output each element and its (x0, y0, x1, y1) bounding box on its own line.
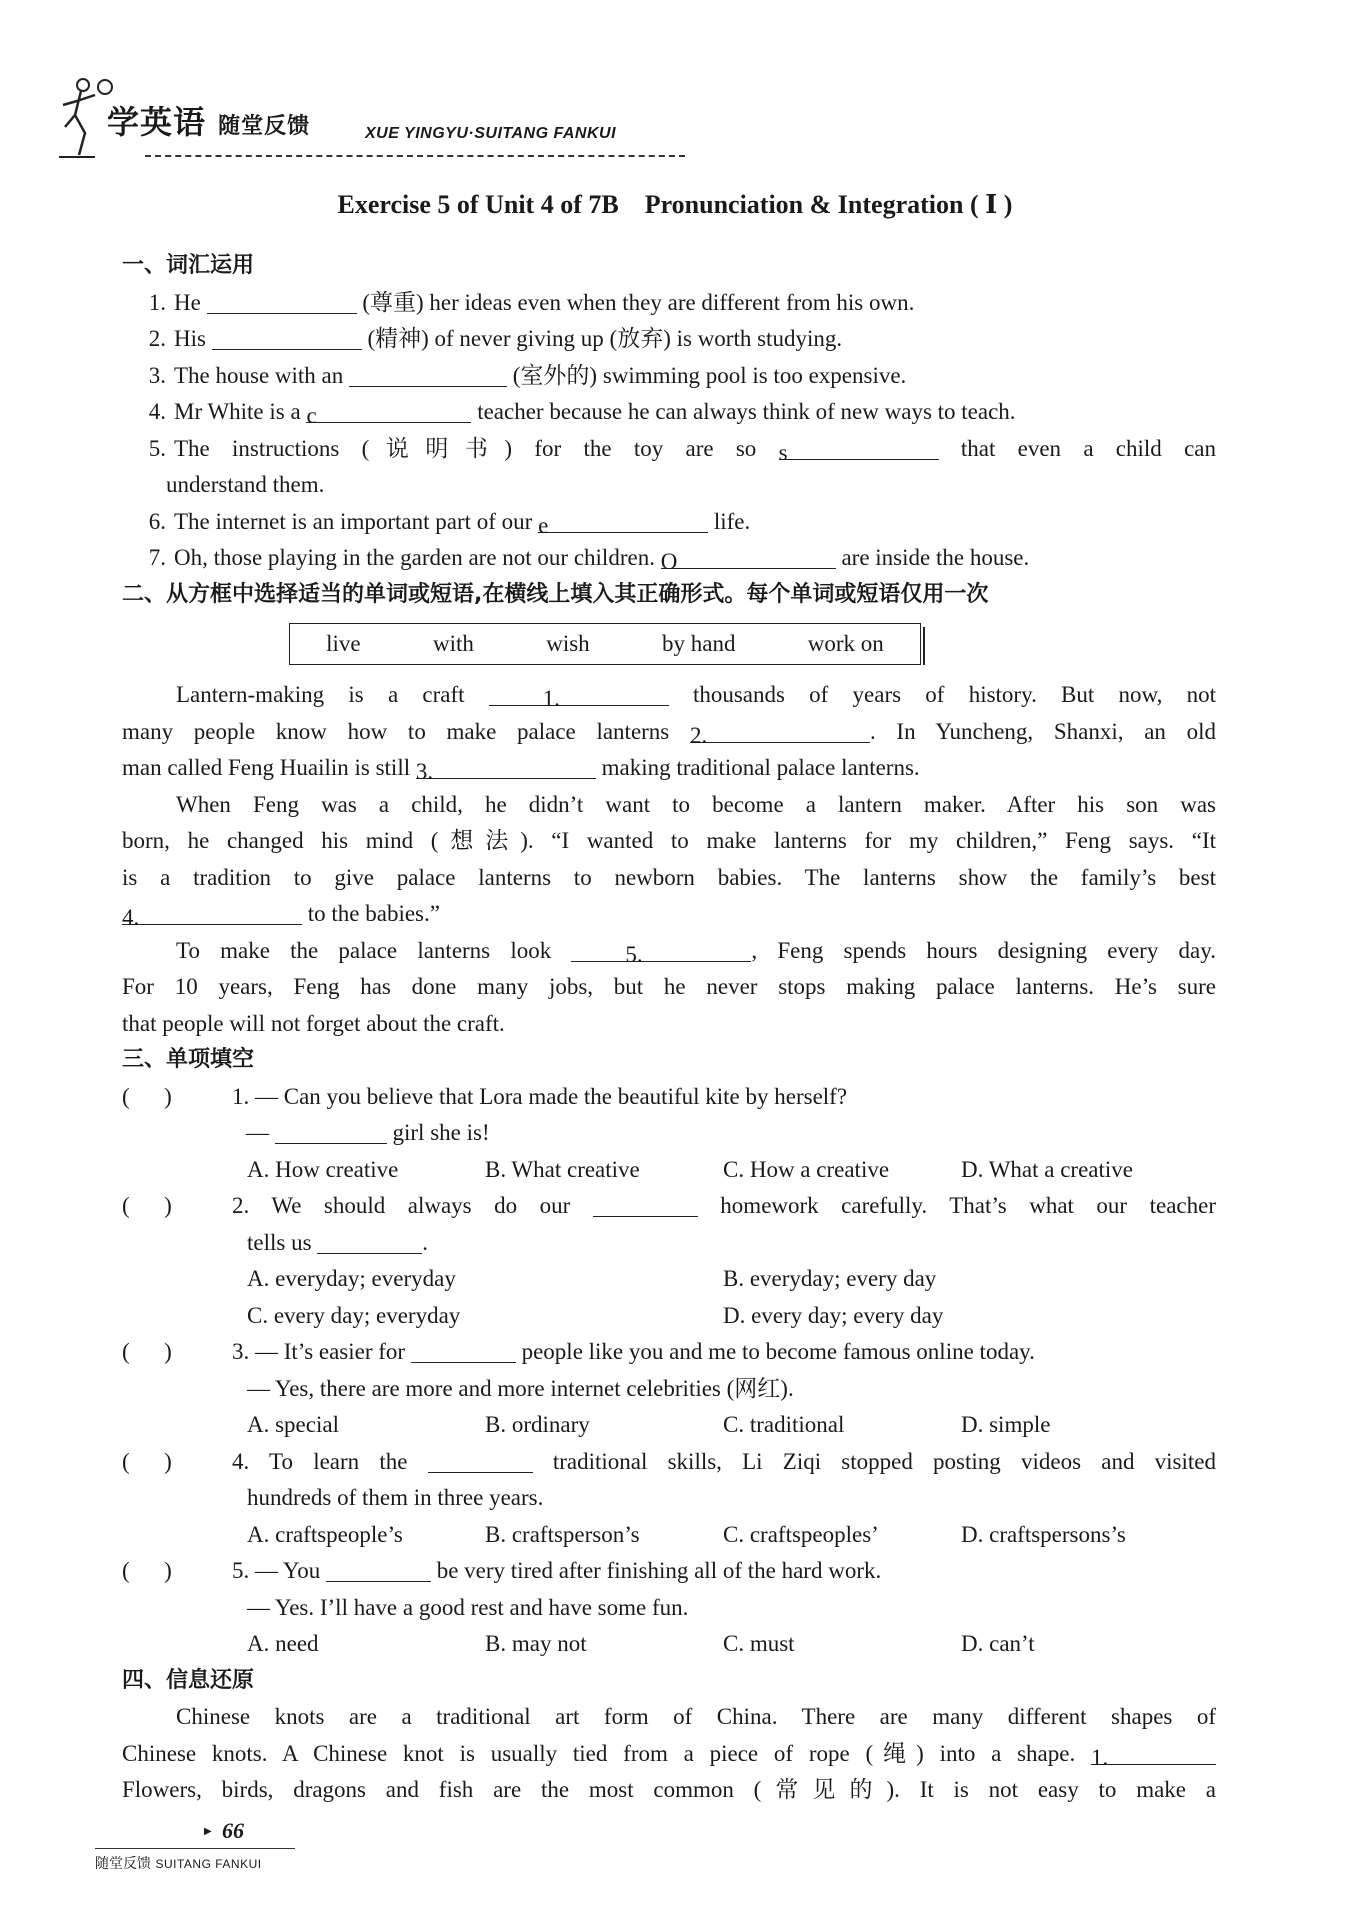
answer-blank[interactable] (207, 289, 357, 314)
answer-bracket[interactable]: ( ) (122, 1448, 172, 1474)
option-b[interactable]: B. everyday; every day (723, 1266, 937, 1291)
running-figure-logo-icon (55, 75, 115, 165)
page-number: 66 (222, 1818, 244, 1843)
option-c[interactable]: C. must (723, 1631, 795, 1656)
passage-paragraph-4: Chinese knots are a traditional art form of China. There are many different shapes of Chinese knots. A Chinese knot is usually tied from a piece of rope (绳) into a shape. 1. Flowers, birds, dragons and fish are the most common (常见的). It is not easy to make a (122, 1704, 1216, 1802)
mcq-options-4 (122, 1517, 1216, 1554)
section4-heading: 四、信息还原 (122, 1667, 255, 1693)
header-divider (145, 155, 685, 157)
brand-en: XUE YINGYU·SUITANG FANKUI (365, 125, 617, 142)
word-option: live (326, 631, 361, 656)
answer-bracket[interactable]: ( ) (122, 1083, 172, 1109)
answer-blank[interactable] (349, 362, 507, 387)
answer-blank[interactable]: O (661, 544, 836, 569)
option-c[interactable]: C. every day; everyday (247, 1302, 461, 1328)
answer-blank[interactable]: 5. (571, 937, 751, 962)
option-d[interactable]: D. simple (961, 1412, 1051, 1437)
option-b[interactable]: B. ordinary (485, 1412, 590, 1437)
word-option: with (432, 631, 474, 656)
option-a[interactable]: A. everyday; everyday (247, 1266, 456, 1291)
word-box (289, 623, 921, 665)
vocab-item-5: 5. The instructions (说明书) for the toy are so s that even a child can (148, 435, 1216, 465)
answer-blank[interactable] (275, 1119, 387, 1144)
answer-blank[interactable] (212, 325, 362, 350)
arrow-right-icon: ▶ (204, 1826, 212, 1837)
footer-divider (95, 1848, 295, 1849)
brand-logo (107, 97, 310, 143)
brand-cn: 学英语 (107, 103, 207, 141)
answer-blank[interactable]: 1. (1091, 1740, 1216, 1765)
section2-heading: 二、从方框中选择适当的单词或短语,在横线上填入其正确形式。每个单词或短语仅用一次 (122, 581, 989, 607)
option-b[interactable]: B. may not (485, 1631, 587, 1656)
mcq-options-1 (122, 1152, 1216, 1189)
word-option: by hand (661, 631, 736, 656)
mcq-question-5: ( ) 5. — You be very tired after finishing all of the hard work. (122, 1553, 1216, 1590)
option-a[interactable]: A. special (247, 1412, 339, 1437)
mcq-options-2a (122, 1261, 1216, 1298)
vocab-item-2: 2. His (精神) of never giving up (放弃) is worth studying. (148, 326, 843, 351)
answer-blank[interactable]: c (306, 398, 471, 423)
page-title: Exercise 5 of Unit 4 of 7B Pronunciation & Integration ( Ⅰ ) (337, 190, 1013, 219)
option-c[interactable]: C. How a creative (723, 1156, 890, 1182)
section1-heading: 一、词汇运用 (122, 253, 255, 278)
option-a[interactable]: A. craftspeople’s (247, 1521, 403, 1547)
vocab-item-6: 6. The internet is an important part of our e life. (148, 508, 751, 538)
word-option: work on (807, 631, 884, 656)
mcq-question-4: ( ) 4. To learn the traditional skills, Li Ziqi stopped posting videos and visited (122, 1444, 1216, 1481)
mcq-question-2: ( ) 2. We should always do our homework carefully. That’s what our teacher (122, 1188, 1216, 1225)
answer-blank[interactable]: 1. (489, 681, 669, 706)
option-a[interactable]: A. need (247, 1631, 319, 1656)
option-c[interactable]: C. craftspeoples’ (723, 1521, 879, 1547)
answer-bracket[interactable]: ( ) (122, 1558, 172, 1583)
option-b[interactable]: B. craftsperson’s (485, 1521, 640, 1547)
answer-blank[interactable] (411, 1338, 516, 1363)
passage-paragraph-2: When Feng was a child, he didn’t want to become a lantern maker. After his son was born, he changed his mind (想法). “I wanted to make lanterns for my children,” Feng says. “It is a tradition to give palace lanterns to newborn babies. The lanterns show the family’s best 4. to the babies.” (122, 791, 1216, 930)
option-d[interactable]: D. every day; every day (723, 1302, 944, 1328)
answer-bracket[interactable]: ( ) (122, 1193, 172, 1218)
footer-brand: 随堂反馈 SUITANG FANKUI (95, 1856, 262, 1872)
answer-blank[interactable] (593, 1192, 698, 1217)
passage-paragraph-3: To make the palace lanterns look 5. , Feng spends hours designing every day. For 10 years, Feng has done many jobs, but he never stops making palace lanterns. He’s sure that people will not forget about the craft. (122, 937, 1216, 1036)
word-option: wish (546, 631, 590, 656)
mcq-question-1: ( ) 1. — Can you believe that Lora made the beautiful kite by herself? (122, 1079, 1216, 1116)
answer-blank[interactable] (317, 1229, 422, 1254)
mcq-options-2b (122, 1298, 1216, 1335)
passage-paragraph-1: Lantern-making is a craft 1. thousands of years of history. But now, not many people know how to make palace lanterns 2. . In Yuncheng, Shanxi, an old man called Feng Huailin is still 3. making traditional palace lanterns. (122, 682, 1216, 784)
section3-heading: 三、单项填空 (122, 1047, 255, 1072)
vocab-item-3: 3. The house with an (室外的) swimming pool is too expensive. (148, 362, 907, 388)
option-a[interactable]: A. How creative (247, 1156, 399, 1182)
vocab-item-5-cont: understand them. (166, 472, 325, 497)
option-d[interactable]: D. craftspersons’s (961, 1521, 1126, 1547)
content: 一、词汇运用 1. He (尊重) her ideas even when they are different from his own. 2. His (精神) of never giving up (放弃) is worth studying. 3. The house with an (室外的) swimming pool is too expensive. 4. Mr White is a c teacher because he can always think of new ways to teach. 5. The instructions (说明书) for the toy are so s that even a child can understand them. 6. The internet is an important part of our e life. 7. Oh, those playing in the garden are not our children. O are inside the house. 二、从方框中选择适当的单词或短语,在横线上填入其正确形式。每个单词或短语仅用一次 live with wish by hand work on Lantern-making is a craft 1. thousands of years of history. But now, not many people know how to make palace lanterns 2. . In Yuncheng, Shanxi, an old man called Feng Huailin is still 3. making traditional palace lanterns. When Feng was a child, he didn’t want to become a lantern maker. After his son was born, he changed his mind (想法). “I wanted to make lanterns for my children,” Feng says. “It is a tradition to give palace lanterns to newborn babies. The lanterns show the family’s best 4. to the babies.” To make the palace lanterns look 5. , Feng spends hours designing every day. For 10 years, Feng has done many jobs, but he never stops making palace lanterns. He’s sure that people will not forget about the craft. 三、单项填空 ( ) 1. — Can you believe that Lora made the beautiful kite by herself? — girl she is! A. How creative B. What creative C. How a creative D. What a creative ( ) 2. We should always do our homework carefully. That’s what our teacher tells us . A. everyday; everyday B. everyday; every day C. every day; everyday D. every day; every day ( ) 3. — It’s easier for people like you and me to become famous online today. — Yes, there are more and more internet celebrities (网红). A. special B. ordinary C. traditional D. simple ( ) 4. To learn the traditional skills, Li Ziqi stopped posting videos and visited hundreds of them in three years. A. craftspeople’s B. craftsperson’s C. craftspeoples’ D. craftspersons’s ( ) 5. — You be very tired after finishing all of the hard work. — Yes. I’ll have a good rest and have some fun. A. need B. may not C. must D. can’t 四、信息还原 Chinese knots are a traditional art form of China. There are many different shapes of Chinese knots. A Chinese knot is usually tied from a piece of rope (绳) into a shape. 1. Flowers, birds, dragons and fish are the most common (常见的). It is not easy to make a (122, 248, 1216, 1809)
header (55, 75, 645, 165)
mcq-options-3 (122, 1407, 1216, 1444)
answer-blank[interactable]: e (538, 508, 708, 533)
answer-blank[interactable]: 2. (690, 718, 870, 743)
option-d[interactable]: D. What a creative (961, 1156, 1133, 1182)
answer-blank[interactable] (428, 1448, 533, 1473)
answer-blank[interactable]: 3. (416, 754, 596, 779)
answer-bracket[interactable]: ( ) (122, 1339, 172, 1364)
option-c[interactable]: C. traditional (723, 1412, 845, 1437)
brand-cn-small: 随堂反馈 (218, 114, 311, 139)
mcq-options-5 (122, 1626, 1216, 1663)
vocab-item-7: 7. Oh, those playing in the garden are not our children. O are inside the house. (148, 545, 1030, 574)
vocab-item-4: 4. Mr White is a c teacher because he can always think of new ways to teach. (148, 399, 1016, 428)
answer-blank[interactable]: 4. (122, 900, 302, 925)
option-b[interactable]: B. What creative (485, 1156, 640, 1182)
option-d[interactable]: D. can’t (961, 1631, 1035, 1656)
mcq-question-3: ( ) 3. — It’s easier for people like you and me to become famous online today. (122, 1334, 1216, 1371)
answer-blank[interactable] (326, 1557, 431, 1582)
vocab-item-1: 1. He (尊重) her ideas even when they are different from his own. (148, 289, 915, 315)
answer-blank[interactable]: s (779, 435, 939, 460)
